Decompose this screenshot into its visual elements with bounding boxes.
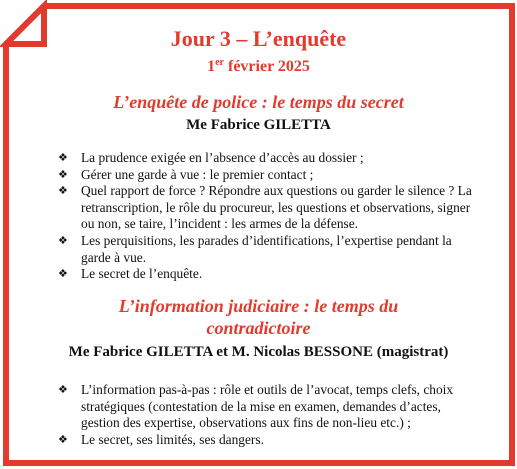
diamond-bullet-icon: ❖ [58, 234, 68, 247]
section-1-list [58, 150, 480, 283]
diamond-bullet-icon: ❖ [58, 384, 68, 396]
date-suffix: er [215, 57, 224, 68]
list-item: ❖ Les perquisitions, les parades d’identifications, l’expertise pendant la garde à vue. [58, 232, 452, 265]
diamond-bullet-icon: ❖ [58, 152, 68, 164]
list-item: ❖ La prudence exigée en l’absence d’accès au dossier ; [58, 150, 364, 165]
diamond-bullet-icon: ❖ [58, 185, 68, 198]
section-2-list [58, 382, 480, 448]
section-2-title-line-1: L’information judiciaire : le temps du [118, 296, 399, 316]
diamond-bullet-icon: ❖ [58, 268, 68, 281]
date-day: 1 [207, 58, 216, 75]
list-item: ❖ L’information pas-à-pas : rôle et outils de l’avocat, temps clefs, choix stratégiques (contestation de la mise en examen, demandes d’actes, gestion des expertise, observations aux fins de non-lieu etc.) ; [58, 382, 454, 431]
date-rest: février 2025 [224, 58, 310, 75]
section-2-title-line-2: contradictoire [206, 318, 311, 338]
section-2-title [0, 295, 517, 339]
section-2-presenter: Me Fabrice GILETTA et M. Nicolas BESSONE (magistrat) [68, 344, 449, 360]
list-item: ❖ Quel rapport de force ? Répondre aux questions ou garder le silence ? La retranscription, le rôle du procureur, les questions et observations, signer ou non, se taire, l’incident : les armes de la défense. [58, 183, 472, 232]
diamond-bullet-icon: ❖ [58, 433, 68, 446]
list-item: ❖ Le secret, ses limités, ses dangers. [58, 431, 264, 447]
diamond-bullet-icon: ❖ [58, 168, 68, 181]
list-item: ❖ Gérer une garde à vue : le premier contact ; [58, 166, 314, 182]
date-line [0, 57, 517, 76]
section-1-title: L’enquête de police : le temps du secret [113, 92, 404, 112]
list-item: ❖ Le secret de l’enquête. [58, 266, 203, 282]
page-title: Jour 3 – L’enquête [170, 26, 347, 51]
section-1-presenter: Me Fabrice GILETTA [186, 117, 331, 133]
